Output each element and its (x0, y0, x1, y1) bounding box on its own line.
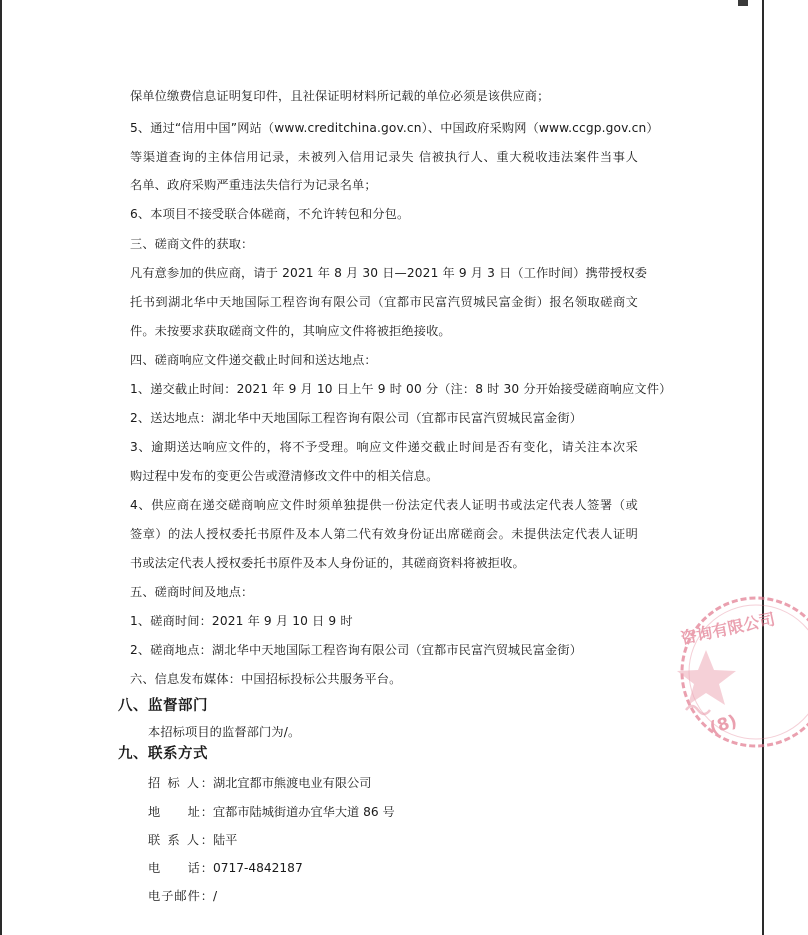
section8-body: 本招标项目的监督部门为/。 (148, 725, 301, 739)
section-heading-8: 八、监督部门 (118, 698, 208, 714)
seal-number: (8) (707, 711, 740, 739)
contact-value: 宜都市陆城街道办宜华大道 86 号 (213, 805, 395, 819)
star-icon (677, 650, 736, 705)
contact-value: 陆平 (213, 833, 238, 847)
body-line: 凡有意参加的供应商，请于 2021 年 8 月 30 日—2021 年 9 月 3 日（工作时间）携带授权委 (130, 266, 648, 280)
seal-text: 咨询有限公司 (678, 609, 777, 648)
contact-row-person (148, 832, 237, 848)
contact-label: 电子邮件： (148, 889, 213, 903)
scan-mark (738, 0, 748, 6)
contact-row-phone (148, 860, 303, 876)
body-line: 名单、政府采购严重违法失信行为记录名单； (130, 178, 377, 192)
contact-label: 地 址： (148, 805, 213, 819)
contact-row-tenderer (148, 775, 371, 791)
section-heading-3: 三、磋商文件的获取： (130, 237, 254, 251)
body-line: 件。未按要求获取磋商文件的，其响应文件将被拒绝接收。 (130, 324, 451, 338)
body-line: 1、磋商时间：2021 年 9 月 10 日 9 时 (130, 614, 353, 628)
section-heading-9: 九、联系方式 (118, 746, 208, 762)
section-heading-4: 四、磋商响应文件递交截止时间和送达地点： (130, 353, 377, 367)
body-line: 购过程中发布的变更公告或澄清修改文件中的相关信息。 (130, 469, 439, 483)
company-seal-stamp (668, 592, 808, 762)
contact-row-email (148, 888, 217, 904)
body-line: 保单位缴费信息证明复印件，且社保证明材料所记载的单位必须是该供应商； (130, 89, 550, 103)
body-line: 5、通过“信用中国”网站（www.creditchina.gov.cn）、中国政府采购网（www.ccgp.gov.cn） (130, 121, 659, 135)
body-line: 1、递交截止时间：2021 年 9 月 10 日上午 9 时 00 分（注：8 时 30 分开始接受磋商响应文件） (130, 382, 672, 396)
body-line: 3、逾期送达响应文件的，将不予受理。响应文件递交截止时间是否有变化，请关注本次采 (130, 440, 638, 454)
body-line: 等渠道查询的主体信用记录，未被列入信用记录失 信被执行人、重大税收违法案件当事人 (130, 150, 638, 164)
contact-label: 招 标 人： (148, 776, 213, 790)
seal-decoration (686, 706, 710, 714)
body-line: 2、送达地点：湖北华中天地国际工程咨询有限公司（宜都市民富汽贸城民富金街） (130, 411, 583, 425)
contact-label: 电 话： (148, 861, 213, 875)
body-line: 书或法定代表人授权委托书原件及本人身份证的，其磋商资料将被拒收。 (130, 556, 525, 570)
body-line: 托书到湖北华中天地国际工程咨询有限公司（宜都市民富汽贸城民富金街）报名领取磋商文 (130, 295, 638, 309)
contact-value: / (213, 889, 218, 903)
contact-row-address (148, 804, 395, 820)
body-line: 签章）的法人授权委托书原件及本人第二代有效身份证出席磋商会。未提供法定代表人证明 (130, 527, 638, 541)
body-line: 2、磋商地点：湖北华中天地国际工程咨询有限公司（宜都市民富汽贸城民富金街） (130, 643, 583, 657)
section-heading-5: 五、磋商时间及地点： (130, 585, 254, 599)
body-line: 六、信息发布媒体：中国招标投标公共服务平台。 (130, 672, 402, 686)
contact-value: 湖北宜都市熊渡电业有限公司 (213, 776, 372, 790)
body-line: 4、供应商在递交磋商响应文件时须单独提供一份法定代表人证明书或法定代表人签署（或 (130, 498, 638, 512)
contact-label: 联 系 人： (148, 833, 213, 847)
page-border-right (762, 0, 764, 935)
body-line: 6、本项目不接受联合体磋商，不允许转包和分包。 (130, 207, 410, 221)
page-border-left (0, 0, 2, 935)
contact-value: 0717-4842187 (213, 861, 303, 875)
